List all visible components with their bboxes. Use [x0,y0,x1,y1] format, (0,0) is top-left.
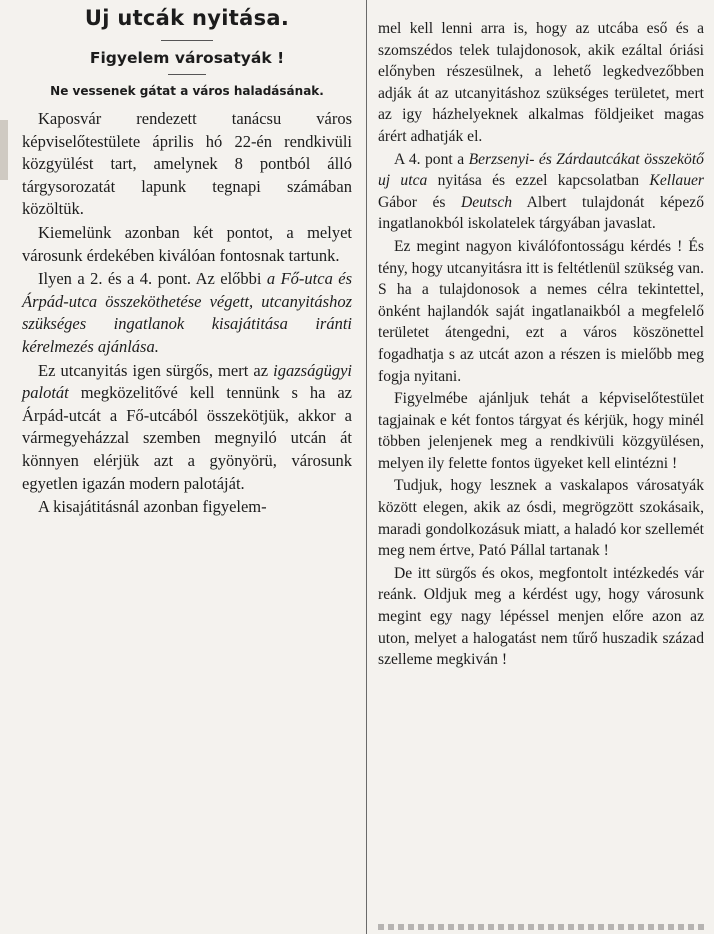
text-run: Gábor és [378,193,461,211]
article-deck: Ne vessenek gátat a város haladásának. [50,84,324,98]
column-rule [366,0,367,934]
article-subheadline: Figyelem városatyák ! [89,49,285,67]
text-run: Figyelmébe ajánljuk tehát a képviselőtestület tagjainak e két fontos tárgyat és kérjük, hogy minél többen jelenjenek meg a rendkivüli közgyülésen, melyen ily felette fontos ügyeket kell elintézni ! [378,390,704,472]
right-column [378,0,704,672]
italic-text: Berzsenyi- és Zárdautcákat összekötő uj utca [378,150,704,190]
italic-text: a Fő-utca és Árpád-utca összeköthetése végett, utcanyitáshoz szükséges ingatlanok kisajátitása iránti kérelmezés ajánlása. [22,269,353,356]
paragraph [22,360,352,496]
text-run: megközelitővé kell tennünk s ha az Árpád-utcát a Fő-utcából összekötjük, akkor a vármegyeházzal szemben megnyiló utcán át könnyen elérjük azt a gyönyörü, városunk egyetlen igazán modern palotáját. [22,383,352,493]
cropped-next-line [378,924,704,930]
text-run: A kisajátitásnál azonban figyelem- [38,497,267,517]
text-run: Ez megint nagyon kiválófontosságu kérdés ! És tény, hogy utcanyitásra itt is feltétlenül szükség van. S ha a tulajdonosok a nemes célra tekintettel, önként hajlandók saját ingatlanaikból a megfelelő területet átengedni, ezt a város köszönettel fogadhatja s az utcát azon a részen is mielőbb meg fogja nyitani. [378,237,704,385]
text-run: De itt sürgős és okos, megfontolt intézkedés vár reánk. Oldjuk meg a kérdést ugy, hogy városunk megint egy nagy lépéssel menjen előre azon az uton, melyet a halogatást nem tűrő huszadik század szelleme megkiván ! [378,564,704,669]
paragraph [22,108,352,221]
paragraph [22,268,352,358]
right-column-body [378,18,704,671]
text-run: Kiemelünk azonban két pontot, a melyet városunk érdekében kiválóan fontosnak tartunk. [22,222,352,265]
left-column [22,0,352,520]
text-run: Kaposvár rendezett tanácsu város képviselőtestülete április hó 22-én rendkivüli közgyülést tart, amelynek 8 pontból álló tárgysorozatát lapunk tegnapi számában közöltük. [22,109,352,219]
italic-text: Deutsch [460,193,513,211]
text-run: A 4. pont a [394,150,469,168]
paragraph [378,388,704,474]
text-run: Ez utcanyitás igen sürgős, mert az [38,360,274,380]
subheadline-separator [168,74,206,75]
paragraph [378,149,704,235]
paragraph [378,18,704,148]
text-run: Ilyen a 2. és a 4. pont. Az előbbi [38,269,267,289]
paragraph [22,222,352,267]
italic-text: Kellauer [649,172,704,190]
headline-separator [161,40,213,41]
left-margin-shadow [0,120,8,180]
text-run: Tudjuk, hogy lesznek a vaskalapos városatyák között elegen, akik az ósdi, megrögzött szokásaik, maradi gondolkozásuk miatt, a haladó kor szellemét meg nem értve, Pató Pállal tartanak ! [378,477,704,560]
article-headline: Uj utcák nyitása. [84,6,290,30]
paragraph [378,475,704,561]
left-column-body [22,108,352,519]
italic-text: igazságügyi palotát [22,360,352,403]
text-run: Albert tulajdonát képező ingatlanokból iskolatelek tárgyában javaslat. [378,193,704,233]
paragraph [378,563,704,671]
text-run: nyitása és ezzel kapcsolatban [427,172,650,190]
paragraph [378,236,704,387]
paragraph [22,496,352,519]
text-run: mel kell lenni arra is, hogy az utcába eső és a szomszédos telek tulajdonosok, akik ezáltal óriási előnyben részesülnek, a lehető legkedvezőbben adják át az utcanyitáshoz szükséges területet, mert az igy házhelyeknek alkalmas földjeiket magas árért adhatják el. [378,20,704,145]
